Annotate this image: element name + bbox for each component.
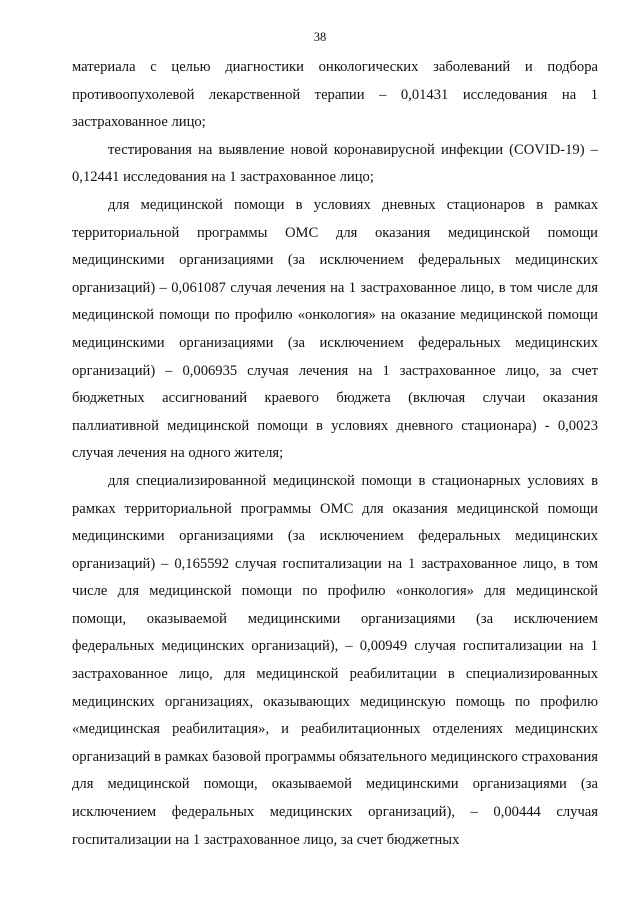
- paragraph-continuation: материала с целью диагностики онкологических заболеваний и подбора противоопухолевой лекарственной терапии – 0,01431 исследования на 1 застрахованное лицо;: [72, 59, 598, 131]
- paragraph-covid-testing: тестирования на выявление новой коронавирусной инфекции (COVID-19) – 0,12441 исследования на 1 застрахованное лицо;: [72, 141, 598, 186]
- document-body: [72, 54, 598, 854]
- page-number: 38: [313, 30, 327, 44]
- paragraph-day-hospital: для медицинской помощи в условиях дневных стационаров в рамках территориальной программы ОМС для оказания медицинской помощи медицинскими организациями (за исключением федеральных медицинских организаций) – 0,061087 случая лечения на 1 застрахованное лицо, в том числе для медицинской помощи по профилю «онкология» на оказание медицинской помощи медицинскими организациями (за исключением федеральных медицинских организаций) – 0,006935 случая лечения на 1 застрахованное лицо, за счет бюджетных ассигнований краевого бюджета (включая случаи оказания паллиативной медицинской помощи в условиях дневного стационара) - 0,0023 случая лечения на одного жителя;: [72, 196, 598, 462]
- paragraph-inpatient-care: для специализированной медицинской помощи в стационарных условиях в рамках территориальной программы ОМС для оказания медицинской помощи медицинскими организациями (за исключением федеральных медицинских организаций) – 0,165592 случая госпитализации на 1 застрахованное лицо, в том числе для медицинской помощи по профилю «онкология» для медицинской помощи, оказываемой медицинскими организациями (за исключением федеральных медицинских организаций), – 0,00949 случая госпитализации на 1 застрахованное лицо, для медицинской реабилитации в специализированных медицинских организациях, оказывающих медицинскую помощь по профилю «медицинская реабилитация», и реабилитационных отделениях медицинских организаций в рамках базовой программы обязательного медицинского страхования для медицинской помощи, оказываемой медицинскими организациями (за исключением федеральных медицинских организаций), – 0,00444 случая госпитализации на 1 застрахованное лицо, за счет бюджетных: [72, 472, 598, 848]
